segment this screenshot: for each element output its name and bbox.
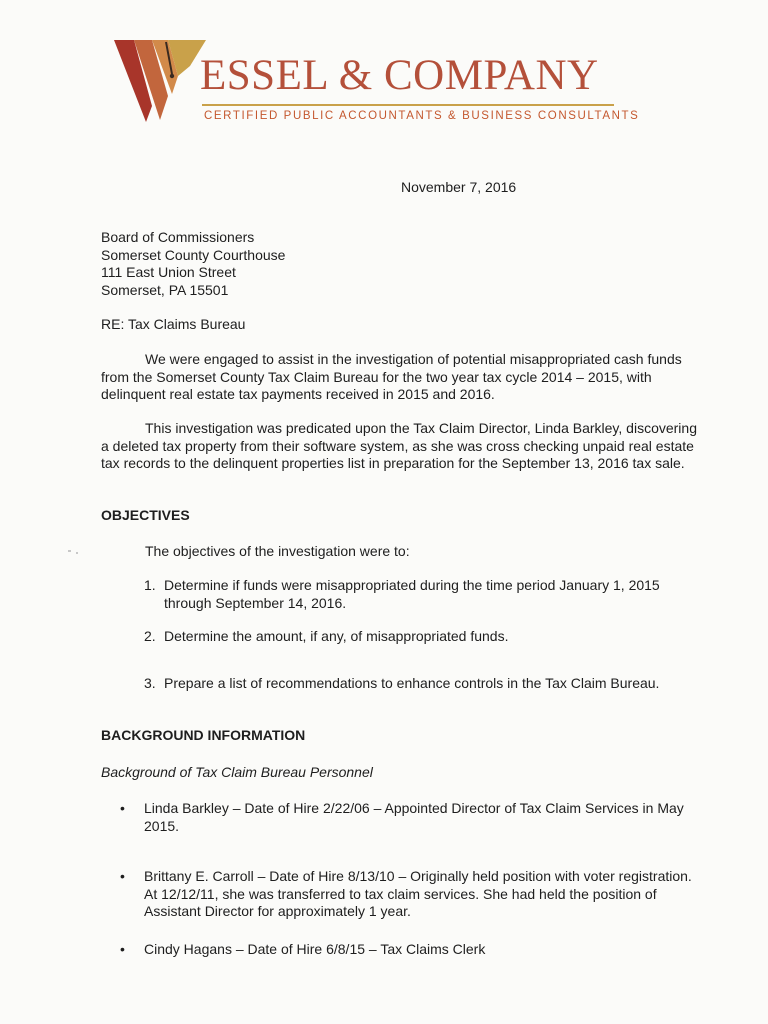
letterhead-rule (202, 104, 614, 106)
objective-text: Prepare a list of recommendations to enhance controls in the Tax Claim Bureau. (164, 675, 660, 691)
body-paragraph: We were engaged to assist in the investigation of potential misappropriated cash funds from the Somerset County Tax Claim Bureau for the two year tax cycle 2014 – 2015, with delinquent real estate tax payments received in 2015 and 2016. (101, 351, 682, 402)
bullet-icon: • (120, 868, 125, 884)
background-heading: BACKGROUND INFORMATION (101, 727, 306, 743)
firm-tagline: CERTIFIED PUBLIC ACCOUNTANTS & BUSINESS CONSULTANTS (204, 110, 640, 122)
scan-speck (68, 550, 71, 552)
recipient-address (101, 229, 285, 299)
scan-speck (76, 552, 78, 554)
recipient-line: Somerset, PA 15501 (101, 281, 229, 298)
personnel-entry: Cindy Hagans – Date of Hire 6/8/15 – Tax Claims Clerk (144, 941, 486, 957)
body-paragraph: This investigation was predicated upon the Tax Claim Director, Linda Barkley, discovering a deleted tax property from their software system, as she was cross checking unpaid real estate tax records to the delinquent properties list in preparation for the September 13, 2016 tax sale. (101, 420, 697, 471)
firm-name: ESSEL & COMPANY (200, 52, 599, 99)
personnel-entry: Brittany E. Carroll – Date of Hire 8/13/10 – Originally held position with voter registration. At 12/12/11, she was transferred to tax claim services. She had held the position of Assistant Director for approximately 1 year. (144, 868, 692, 919)
objective-number: 2. (144, 628, 156, 644)
letter-date: November 7, 2016 (401, 179, 517, 195)
background-subheading: Background of Tax Claim Bureau Personnel (101, 764, 373, 780)
objective-number: 3. (144, 675, 156, 691)
firm-logo-w-icon (112, 36, 208, 122)
objective-text: Determine the amount, if any, of misappropriated funds. (164, 628, 509, 644)
objective-number: 1. (144, 577, 156, 593)
bullet-icon: • (120, 800, 125, 816)
objective-text: Determine if funds were misappropriated during the time period January 1, 2015 through September 14, 2016. (164, 577, 660, 611)
recipient-line: 111 East Union Street (101, 264, 236, 280)
recipient-line: Somerset County Courthouse (101, 246, 286, 263)
bullet-icon: • (120, 941, 125, 957)
objectives-heading: OBJECTIVES (101, 507, 190, 523)
objectives-intro: The objectives of the investigation were to: (145, 543, 410, 559)
personnel-entry: Linda Barkley – Date of Hire 2/22/06 – Appointed Director of Tax Claim Services in May 2015. (144, 800, 684, 834)
letterhead (112, 36, 640, 128)
re-line: RE: Tax Claims Bureau (101, 316, 246, 332)
recipient-line: Board of Commissioners (101, 229, 255, 245)
